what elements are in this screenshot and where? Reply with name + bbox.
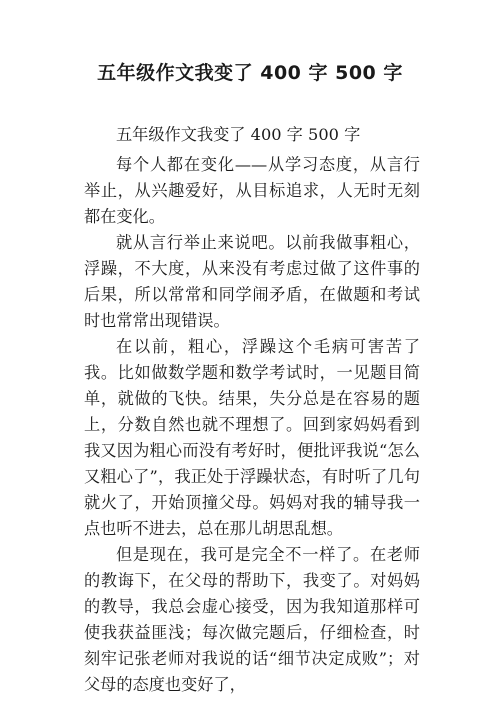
paragraph-4: 但是现在，我可是完全不一样了。在老师的教诲下，在父母的帮助下，我变了。对妈妈的教导，我总会虚心接受，因为我知道那样可使我获益匪浅；每次做完题后，仔细检查，时刻牢记张老师对我说的话“细节决定成败”；对父母的态度也变好了， (84, 545, 420, 694)
paragraph-2: 就从言行举止来说吧。以前我做事粗心，浮躁，不大度，从来没有考虑过做了这件事的后果，所以常常和同学闹矛盾，在做题和考试时也常常出现错误。 (84, 233, 420, 330)
document-title: 五年级作文我变了 400 字 500 字 (97, 62, 403, 84)
document-body (84, 122, 420, 698)
paragraph-3: 在以前，粗心，浮躁这个毛病可害苦了我。比如做数学题和数学考试时，一见题目简单，就做的飞快。结果，失分总是在容易的题上，分数自然也就不理想了。回到家妈妈看到我又因为粗心而没有考好时，便批评我说“怎么又粗心了”，我正处于浮躁状态，有时听了几句就火了，开始顶撞父母。妈妈对我的辅导我一点也听不进去，总在那儿胡思乱想。 (84, 337, 420, 538)
paragraph-subtitle: 五年级作文我变了 400 字 500 字 (116, 125, 361, 144)
paragraph-1: 每个人都在变化——从学习态度，从言行举止，从兴趣爱好，从目标追求，人无时无刻都在变化。 (84, 155, 420, 226)
